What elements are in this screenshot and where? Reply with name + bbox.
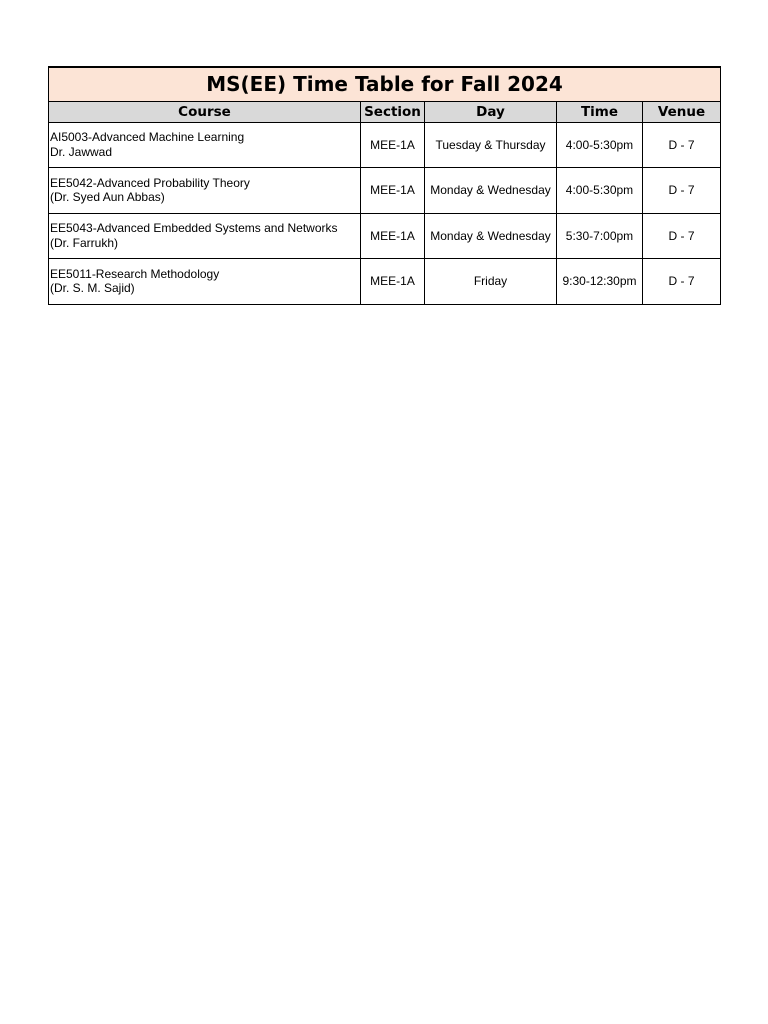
course-name: EE5043-Advanced Embedded Systems and Networks [50,221,338,236]
page-title: MS(EE) Time Table for Fall 2024 [49,67,721,101]
table-row [49,213,721,259]
table-row [49,168,721,214]
course-cell [49,122,361,168]
time-cell: 4:00-5:30pm [557,168,643,214]
header-row [49,101,721,122]
instructor-name: (Dr. S. M. Sajid) [50,281,135,296]
day-cell: Monday & Wednesday [425,213,557,259]
venue-cell: D - 7 [643,213,721,259]
header-section: Section [361,101,425,122]
header-day: Day [425,101,557,122]
day-cell: Tuesday & Thursday [425,122,557,168]
instructor-name: Dr. Jawwad [50,144,113,159]
day-cell: Monday & Wednesday [425,168,557,214]
title-row [49,67,721,101]
instructor-name: (Dr. Farrukh) [50,235,119,250]
course-cell [49,259,361,305]
course-name: AI5003-Advanced Machine Learning [50,130,245,145]
section-cell: MEE-1A [361,213,425,259]
instructor-name: (Dr. Syed Aun Abbas) [50,190,165,205]
table-row [49,259,721,305]
header-time: Time [557,101,643,122]
time-cell: 5:30-7:00pm [557,213,643,259]
timetable [48,66,721,305]
venue-cell: D - 7 [643,259,721,305]
table-row [49,122,721,168]
section-cell: MEE-1A [361,122,425,168]
section-cell: MEE-1A [361,168,425,214]
venue-cell: D - 7 [643,168,721,214]
course-name: EE5011-Research Methodology [50,266,220,281]
venue-cell: D - 7 [643,122,721,168]
time-cell: 9:30-12:30pm [557,259,643,305]
header-venue: Venue [643,101,721,122]
section-cell: MEE-1A [361,259,425,305]
header-course: Course [49,101,361,122]
course-cell [49,213,361,259]
time-cell: 4:00-5:30pm [557,122,643,168]
course-cell [49,168,361,214]
course-name: EE5042-Advanced Probability Theory [50,175,250,190]
day-cell: Friday [425,259,557,305]
